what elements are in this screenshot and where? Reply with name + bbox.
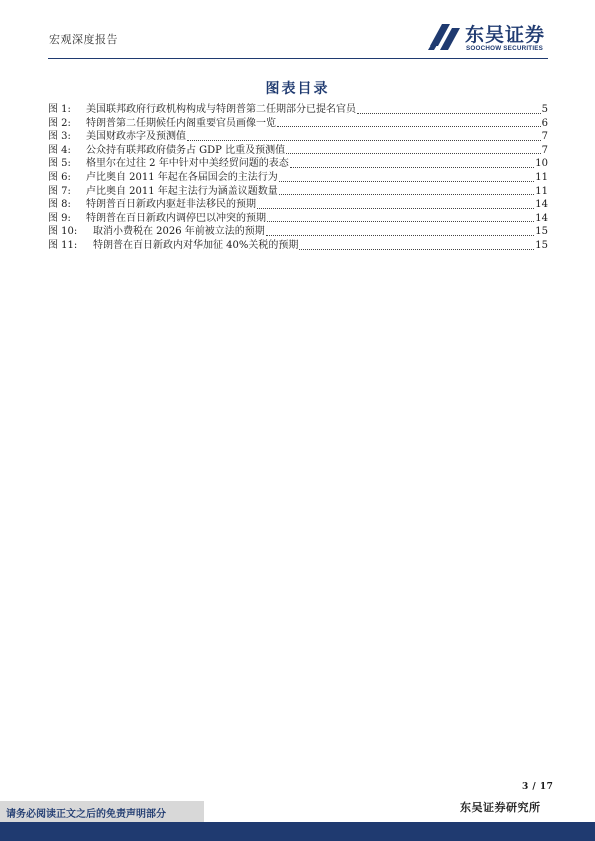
toc-figure-number: 图 2:: [48, 117, 71, 129]
toc-figure-number: 图 9:: [48, 212, 71, 224]
logo-chinese-name: 东吴证券: [465, 24, 546, 46]
toc-page-number: 10: [535, 158, 548, 170]
toc-figure-number: 图 5:: [48, 158, 71, 170]
toc-figure-title: 卢比奥自 2011 年起主法行为涵盖议题数量: [86, 185, 278, 197]
toc-leader-dots: [187, 140, 541, 141]
logo-english-name: SOOCHOW SECURITIES: [466, 45, 544, 52]
toc-figure-title: 特朗普在百日新政内对华加征 40%关税的预期: [93, 239, 299, 251]
toc-figure-number: 图 7:: [48, 185, 71, 197]
toc-figure-number: 图 6:: [48, 171, 71, 183]
footer-bar: [0, 822, 595, 841]
toc-entry[interactable]: [48, 171, 548, 185]
toc-title: 图表目录: [265, 81, 330, 97]
toc-entry[interactable]: [48, 198, 548, 212]
toc-leader-dots: [266, 235, 534, 236]
toc-entry[interactable]: [48, 157, 548, 171]
toc-leader-dots: [290, 167, 535, 168]
toc-list: [48, 103, 548, 253]
toc-figure-number: 图 4:: [48, 144, 71, 156]
toc-figure-number: 图 8:: [48, 199, 71, 211]
disclaimer-text: 请务必阅读正文之后的免责声明部分: [6, 809, 166, 820]
page-number: 3 / 17: [522, 782, 554, 792]
toc-leader-dots: [267, 221, 534, 222]
toc-figure-title: 特朗普在百日新政内调停巴以冲突的预期: [86, 212, 266, 224]
toc-entry[interactable]: [48, 117, 548, 131]
toc-entry[interactable]: [48, 212, 548, 226]
toc-page-number: 14: [535, 199, 548, 211]
company-logo: [426, 20, 554, 56]
toc-figure-title: 格里尔在过往 2 年中针对中美经贸问题的表态: [86, 158, 289, 170]
toc-figure-title: 取消小费税在 2026 年前被立法的预期: [93, 226, 265, 238]
toc-page-number: 11: [535, 185, 548, 197]
toc-leader-dots: [286, 153, 541, 154]
toc-page-number: 14: [535, 212, 548, 224]
toc-page-number: 6: [541, 117, 548, 129]
toc-figure-number: 图 3:: [48, 131, 71, 143]
toc-entry[interactable]: [48, 225, 548, 239]
toc-entry[interactable]: [48, 130, 548, 144]
disclaimer-banner: [0, 801, 204, 822]
toc-figure-title: 公众持有联邦政府债务占 GDP 比重及预测值: [86, 144, 286, 156]
toc-figure-title: 卢比奥自 2011 年起在各届国会的主法行为: [86, 171, 278, 183]
toc-figure-title: 特朗普第二任期候任内阁重要官员画像一览: [86, 117, 276, 129]
toc-page-number: 15: [535, 226, 548, 238]
toc-page-number: 11: [535, 171, 548, 183]
toc-leader-dots: [279, 194, 534, 195]
toc-entry[interactable]: [48, 185, 548, 199]
toc-figure-number: 图 11:: [48, 239, 78, 251]
toc-entry[interactable]: [48, 239, 548, 253]
toc-leader-dots: [357, 113, 541, 114]
toc-page-number: 7: [541, 131, 548, 143]
toc-entry[interactable]: [48, 103, 548, 117]
footer-organization: 东吴证券研究所: [460, 801, 541, 814]
toc-entry[interactable]: [48, 144, 548, 158]
toc-leader-dots: [257, 208, 534, 209]
toc-figure-number: 图 1:: [48, 104, 71, 115]
toc-leader-dots: [279, 181, 534, 182]
soochow-logo-icon: [426, 20, 462, 54]
header-divider: [48, 58, 548, 59]
toc-leader-dots: [277, 126, 541, 127]
toc-figure-title: 美国财政赤字及预测值: [86, 131, 186, 143]
report-type-label: 宏观深度报告: [49, 33, 118, 46]
toc-page-number: 15: [535, 239, 548, 251]
toc-figure-title: 特朗普百日新政内驱赶非法移民的预期: [86, 199, 256, 211]
toc-page-number: 7: [541, 144, 548, 156]
toc-leader-dots: [299, 249, 534, 250]
toc-figure-number: 图 10:: [48, 226, 78, 238]
toc-page-number: 5: [541, 104, 548, 115]
toc-figure-title: 美国联邦政府行政机构构成与特朗普第二任期部分已提名官员: [86, 104, 356, 115]
